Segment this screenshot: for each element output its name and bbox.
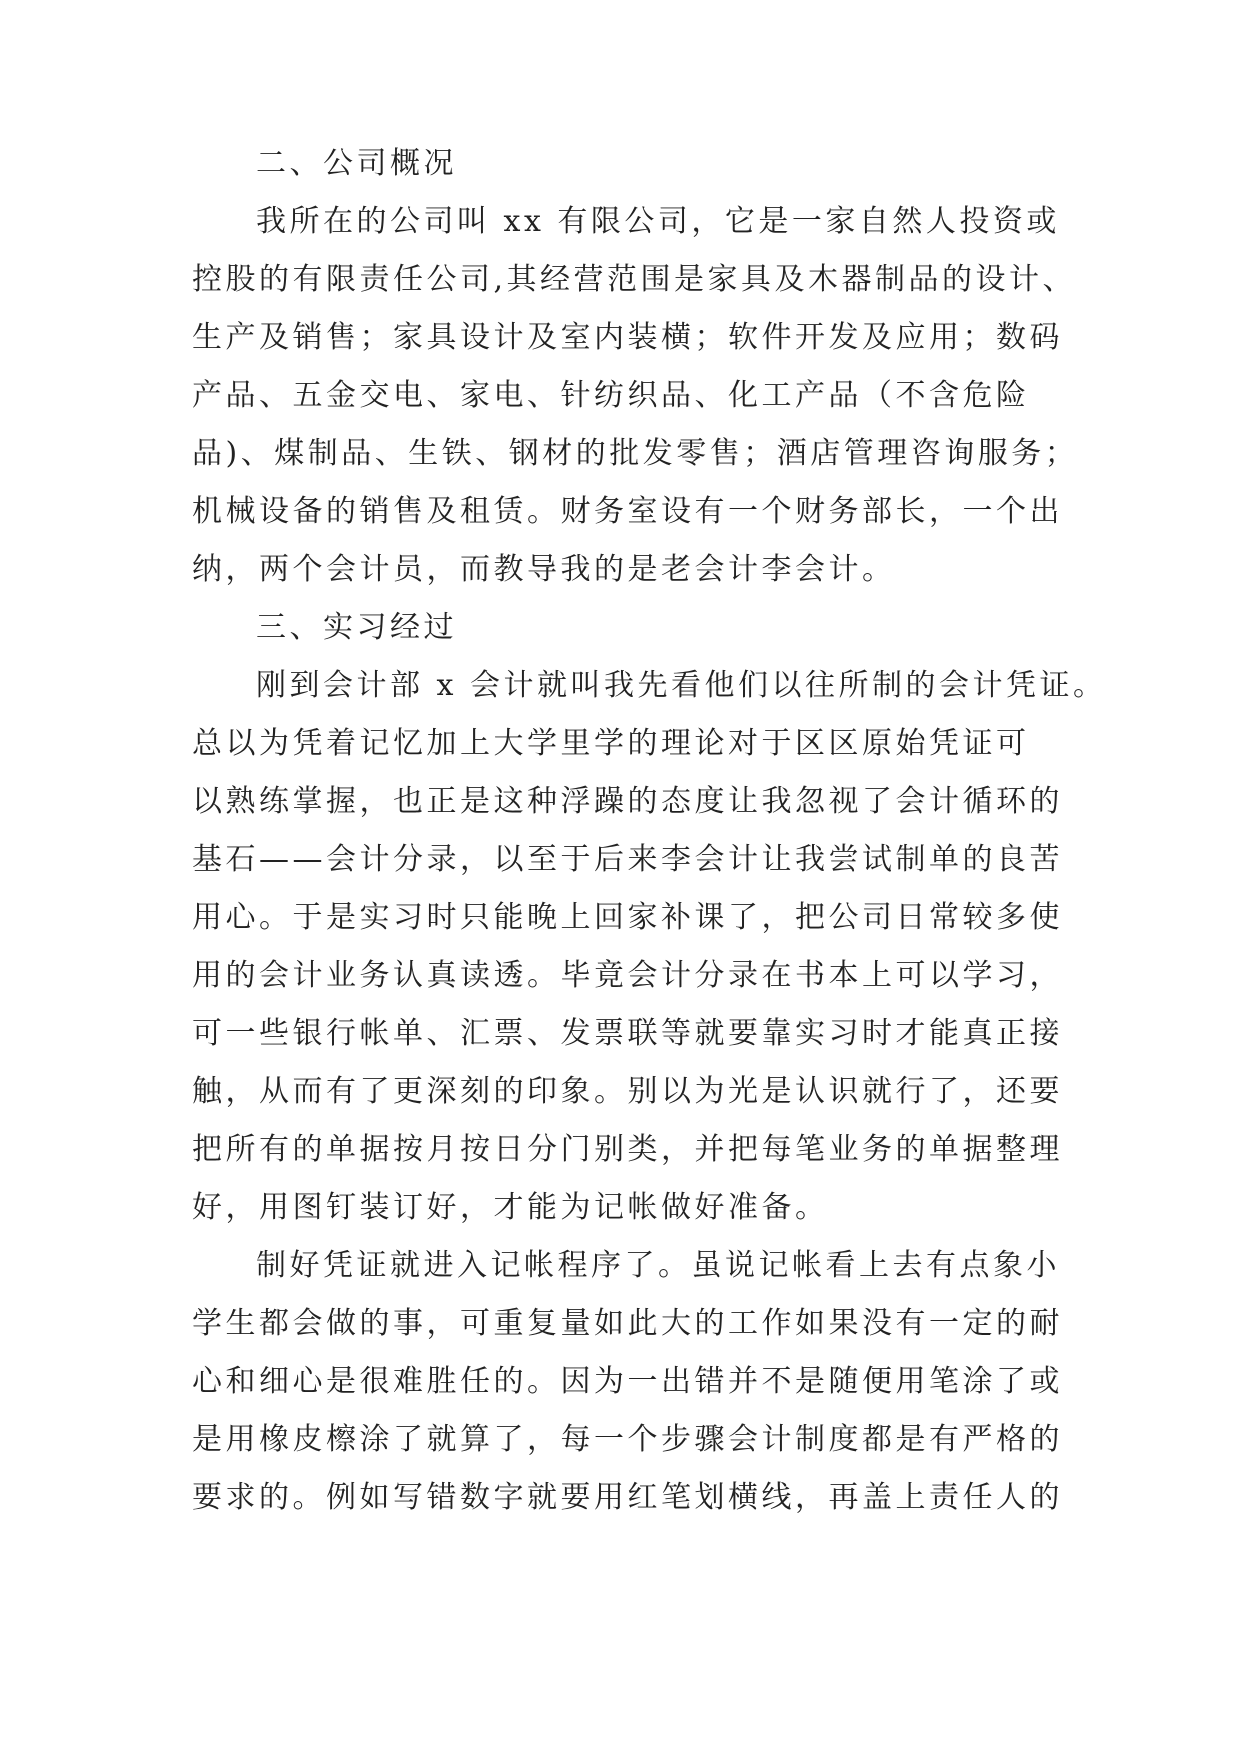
paragraph-line: 产品、五金交电、家电、针纺织品、化工产品（不含危险: [192, 378, 1030, 413]
paragraph-line: 品)、煤制品、生铁、钢材的批发零售；酒店管理咨询服务；: [192, 436, 1079, 471]
paragraph-line: 控股的有限责任公司,其经营范围是家具及木器制品的设计、: [192, 262, 1077, 297]
paragraph-line: 以熟练掌握，也正是这种浮躁的态度让我忽视了会计循环的: [192, 784, 1063, 819]
paragraph-line: 是用橡皮檫涂了就算了，每一个步骤会计制度都是有严格的: [192, 1422, 1063, 1457]
paragraph-line: 我所在的公司叫 xx 有限公司，它是一家自然人投资或: [256, 204, 1060, 239]
paragraph-line: 生产及销售；家具设计及室内装横；软件开发及应用；数码: [192, 320, 1063, 355]
paragraph-line: 刚到会计部 x 会计就叫我先看他们以往所制的会计凭证。: [256, 668, 1107, 703]
paragraph-line: 基石——会计分录，以至于后来李会计让我尝试制单的良苦: [192, 842, 1063, 877]
paragraph-line: 可一些银行帐单、汇票、发票联等就要靠实习时才能真正接: [192, 1016, 1063, 1051]
paragraph-line: 学生都会做的事，可重复量如此大的工作如果没有一定的耐: [192, 1306, 1063, 1341]
paragraph-line: 要求的。例如写错数字就要用红笔划横线，再盖上责任人的: [192, 1480, 1063, 1515]
paragraph-line: 把所有的单据按月按日分门别类，并把每笔业务的单据整理: [192, 1132, 1063, 1167]
paragraph-line: 总以为凭着记忆加上大学里学的理论对于区区原始凭证可: [192, 726, 1030, 761]
paragraph-line: 制好凭证就进入记帐程序了。虽说记帐看上去有点象小: [256, 1248, 1060, 1283]
paragraph-line: 心和细心是很难胜任的。因为一出错并不是随便用笔涂了或: [192, 1364, 1063, 1399]
paragraph-line: 纳，两个会计员，而教导我的是老会计李会计。: [192, 552, 896, 587]
paragraph-line: 用心。于是实习时只能晚上回家补课了，把公司日常较多使: [192, 900, 1063, 935]
section-heading-company-overview: 二、公司概况: [256, 146, 457, 181]
section-heading-internship-process: 三、实习经过: [256, 610, 457, 645]
paragraph-line: 好，用图钉装订好，才能为记帐做好准备。: [192, 1190, 829, 1225]
paragraph-line: 触，从而有了更深刻的印象。别以为光是认识就行了，还要: [192, 1074, 1063, 1109]
paragraph-line: 用的会计业务认真读透。毕竟会计分录在书本上可以学习，: [192, 958, 1063, 993]
paragraph-line: 机械设备的销售及租赁。财务室设有一个财务部长，一个出: [192, 494, 1063, 529]
